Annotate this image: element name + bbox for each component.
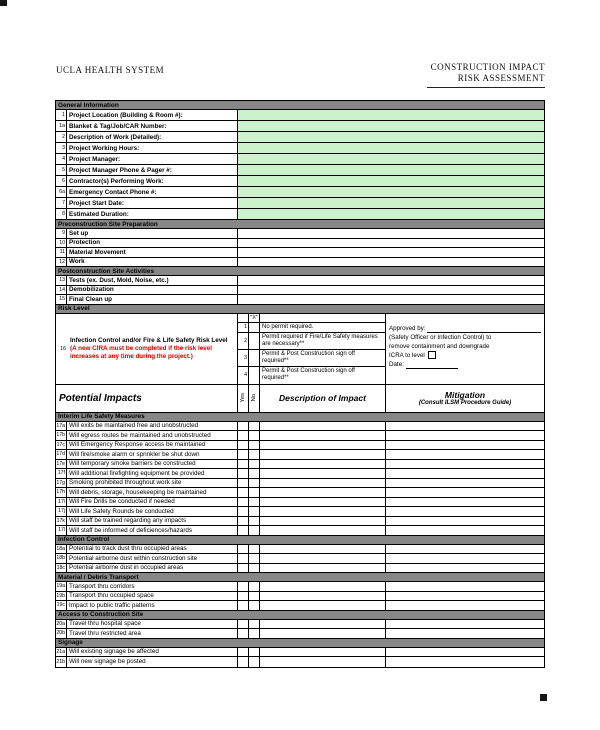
input-cell[interactable] bbox=[238, 258, 544, 267]
mitigation-input-cell[interactable] bbox=[386, 517, 544, 526]
section-header bbox=[56, 413, 544, 422]
approved-by-blank[interactable] bbox=[427, 326, 541, 333]
row-label: Will additional firefighting equipment be provided bbox=[67, 469, 238, 478]
section-header bbox=[56, 639, 544, 648]
row-label: Will Fire Drills be conducted if needed bbox=[67, 498, 238, 507]
mitigation-input-cell[interactable] bbox=[386, 629, 544, 638]
input-cell[interactable] bbox=[238, 239, 544, 248]
input-cell[interactable] bbox=[238, 132, 544, 142]
mitigation-input-cell[interactable] bbox=[386, 507, 544, 516]
x-column-header: "X" bbox=[249, 314, 260, 322]
row-number: 17b bbox=[56, 432, 65, 439]
row-number: 9 bbox=[56, 229, 67, 238]
mitigation-input-cell[interactable] bbox=[386, 479, 544, 488]
description-input-cell[interactable] bbox=[260, 564, 386, 573]
row-number: 17i bbox=[56, 498, 67, 507]
mitigation-input-cell[interactable] bbox=[386, 582, 544, 591]
yes-checkbox-cell[interactable] bbox=[238, 545, 249, 554]
row-number: 1a bbox=[56, 121, 67, 131]
input-cell[interactable] bbox=[238, 121, 544, 131]
row-label: Will debris, storage, housekeeping be maintained bbox=[67, 488, 238, 497]
no-checkbox-cell[interactable] bbox=[249, 441, 260, 450]
yes-checkbox-cell[interactable] bbox=[238, 648, 249, 657]
no-checkbox-cell[interactable] bbox=[249, 564, 260, 573]
form-row bbox=[56, 276, 544, 286]
form-row bbox=[56, 431, 544, 441]
row-number: 20a bbox=[56, 620, 65, 627]
row-label: Project Location (Building & Room #): bbox=[67, 110, 238, 120]
spacer-cell bbox=[260, 314, 385, 322]
form-row bbox=[56, 132, 544, 143]
option-number: 1 bbox=[238, 323, 249, 332]
option-text: Permit required if Fire/Life Safety measures are necessary** bbox=[262, 333, 378, 347]
form-row bbox=[56, 554, 544, 564]
yes-checkbox-cell[interactable] bbox=[238, 517, 249, 526]
form-row bbox=[56, 517, 544, 527]
mitigation-input-cell[interactable] bbox=[386, 545, 544, 554]
no-checkbox-cell[interactable] bbox=[249, 648, 260, 657]
description-column-header: Description of Impact bbox=[260, 385, 386, 412]
option-text: Permit & Post Construction sign off required** bbox=[262, 368, 355, 381]
form-row bbox=[56, 165, 544, 176]
no-checkbox-cell[interactable] bbox=[249, 629, 260, 638]
row-number: 12 bbox=[56, 258, 67, 267]
input-cell[interactable] bbox=[238, 198, 544, 208]
option-text: No permit required. bbox=[262, 323, 314, 330]
yes-checkbox-cell[interactable] bbox=[238, 488, 249, 497]
section-title: Infection Control bbox=[58, 536, 110, 543]
row-number: 13 bbox=[56, 276, 67, 285]
input-cell[interactable] bbox=[238, 143, 544, 153]
no-label: No bbox=[251, 394, 257, 402]
mitigation-input-cell[interactable] bbox=[386, 648, 544, 657]
risk-option-row bbox=[238, 333, 385, 350]
input-cell[interactable] bbox=[238, 154, 544, 164]
yes-checkbox-cell[interactable] bbox=[238, 526, 249, 535]
row-label: Will Life Safety Rounds be conducted bbox=[67, 507, 238, 516]
no-checkbox-cell[interactable] bbox=[249, 554, 260, 563]
row-number: 17l bbox=[56, 526, 67, 535]
no-checkbox-cell[interactable] bbox=[249, 469, 260, 478]
row-number: 17a bbox=[56, 422, 65, 429]
row-number: 1 bbox=[56, 110, 67, 120]
row-label: Potential to track dust thru occupied areas bbox=[67, 545, 238, 554]
description-input-cell[interactable] bbox=[260, 450, 386, 459]
no-checkbox-cell[interactable] bbox=[249, 498, 260, 507]
row-label: Estimated Duration: bbox=[67, 209, 238, 219]
form-row bbox=[56, 176, 544, 187]
row-number: 14 bbox=[56, 286, 67, 295]
form-row bbox=[56, 488, 544, 498]
no-checkbox-cell[interactable] bbox=[249, 545, 260, 554]
row-label: Work bbox=[67, 258, 238, 267]
row-number: 7 bbox=[56, 198, 67, 208]
description-input-cell[interactable] bbox=[260, 592, 386, 601]
no-checkbox-cell[interactable] bbox=[249, 488, 260, 497]
row-label: Will new signage be posted bbox=[67, 657, 238, 667]
mitigation-label: Mitigation bbox=[444, 390, 486, 400]
potential-impacts-header: Potential Impacts bbox=[56, 385, 238, 412]
input-cell[interactable] bbox=[238, 110, 544, 120]
description-input-cell[interactable] bbox=[260, 431, 386, 440]
risk-assessment-form bbox=[55, 100, 545, 668]
input-cell[interactable] bbox=[238, 229, 544, 238]
yes-checkbox-cell[interactable] bbox=[238, 507, 249, 516]
icra-level-box[interactable] bbox=[428, 351, 436, 359]
row-label: Contractor(s) Performing Work: bbox=[67, 176, 238, 186]
risk-checkbox-cell[interactable] bbox=[249, 333, 260, 349]
row-number: 20b bbox=[56, 630, 65, 637]
description-input-cell[interactable] bbox=[260, 469, 386, 478]
yes-checkbox-cell[interactable] bbox=[238, 450, 249, 459]
risk-label-warning: (A new CIRA must be completed if the risk level increases at any time during the project.) bbox=[70, 344, 212, 360]
row-label: Emergency Contact Phone #: bbox=[67, 187, 238, 197]
form-row bbox=[56, 460, 544, 470]
approved-by-label: Approved by: bbox=[389, 324, 426, 332]
no-checkbox-cell[interactable] bbox=[249, 450, 260, 459]
section-title: Interim Life Safety Measures bbox=[58, 413, 145, 420]
yes-checkbox-cell[interactable] bbox=[238, 422, 249, 431]
row-label: Demobilization bbox=[67, 286, 238, 295]
form-row bbox=[56, 648, 544, 658]
x-header-row bbox=[238, 314, 385, 323]
section-header bbox=[56, 267, 544, 276]
form-row bbox=[56, 526, 544, 536]
row-number: 10 bbox=[56, 239, 67, 248]
form-row bbox=[56, 198, 544, 209]
row-number: 5 bbox=[56, 165, 67, 175]
risk-option-row bbox=[238, 323, 385, 333]
yes-checkbox-cell[interactable] bbox=[238, 460, 249, 469]
form-row bbox=[56, 248, 544, 258]
row-label: Tests (ex. Dust, Mold, Noise, etc.) bbox=[67, 276, 238, 285]
option-text: Permit & Post Construction sign off required** bbox=[262, 350, 355, 364]
no-checkbox-cell[interactable] bbox=[249, 582, 260, 591]
row-label: Will Emergency Response access be maintained bbox=[67, 441, 238, 450]
no-checkbox-cell[interactable] bbox=[249, 507, 260, 516]
input-cell[interactable] bbox=[238, 176, 544, 186]
option-number: 3 bbox=[238, 350, 249, 366]
yes-checkbox-cell[interactable] bbox=[238, 498, 249, 507]
form-row bbox=[56, 110, 544, 121]
form-title-line1: CONSTRUCTION IMPACT bbox=[430, 62, 545, 72]
risk-checkbox-cell[interactable] bbox=[249, 323, 260, 332]
no-checkbox-cell[interactable] bbox=[249, 620, 260, 629]
row-label: Potential airborne dust within construction site bbox=[67, 554, 238, 563]
row-label: Travel thru restricted area bbox=[67, 629, 238, 638]
yes-checkbox-cell[interactable] bbox=[238, 629, 249, 638]
row-label: Will staff be trained regarding any impacts bbox=[67, 517, 238, 526]
row-label: Will staff be informed of deficiences/hazards bbox=[67, 526, 238, 535]
row-label: Smoking prohibited throughout work site bbox=[67, 479, 238, 488]
mitigation-input-cell[interactable] bbox=[386, 431, 544, 440]
mitigation-sublabel: (Consult ILSM Procedure Guide) bbox=[418, 400, 512, 406]
form-row bbox=[56, 629, 544, 639]
description-input-cell[interactable] bbox=[260, 498, 386, 507]
mitigation-input-cell[interactable] bbox=[386, 422, 544, 431]
form-row bbox=[56, 564, 544, 574]
row-number: 6a bbox=[56, 187, 67, 197]
mitigation-input-cell[interactable] bbox=[386, 564, 544, 573]
row-label: Final Clean up bbox=[67, 295, 238, 304]
form-row bbox=[56, 187, 544, 198]
risk-checkbox-cell[interactable] bbox=[249, 367, 260, 384]
form-row bbox=[56, 154, 544, 165]
row-number: 18a bbox=[56, 545, 65, 552]
row-label: Impact to public traffic patterns bbox=[67, 601, 238, 610]
row-number: 17g bbox=[56, 479, 65, 486]
yes-checkbox-cell[interactable] bbox=[238, 554, 249, 563]
row-number: 17h bbox=[56, 489, 65, 496]
row-label: Blanket & Tag/Job/CAR Number: bbox=[67, 121, 238, 131]
row-number: 3 bbox=[56, 143, 67, 153]
row-number: 21b bbox=[56, 658, 65, 665]
yes-checkbox-cell[interactable] bbox=[238, 620, 249, 629]
scan-artifact-bottom-right bbox=[540, 694, 547, 701]
row-number: 19c bbox=[56, 602, 65, 609]
spacer-cell bbox=[238, 314, 249, 322]
description-input-cell[interactable] bbox=[260, 517, 386, 526]
yes-checkbox-cell[interactable] bbox=[238, 601, 249, 610]
date-label: Date: bbox=[389, 360, 404, 368]
form-row bbox=[56, 545, 544, 555]
mitigation-input-cell[interactable] bbox=[386, 526, 544, 535]
section-title: General Information bbox=[58, 101, 119, 109]
no-checkbox-cell[interactable] bbox=[249, 601, 260, 610]
section-header bbox=[56, 101, 544, 110]
mitigation-input-cell[interactable] bbox=[386, 601, 544, 610]
risk-level-body bbox=[56, 314, 544, 385]
row-number: 17j bbox=[56, 507, 67, 516]
row-label: Transport thru occupied space bbox=[67, 592, 238, 601]
form-row bbox=[56, 620, 544, 630]
description-input-cell[interactable] bbox=[260, 657, 386, 667]
risk-checkbox-cell[interactable] bbox=[249, 350, 260, 366]
yes-checkbox-cell[interactable] bbox=[238, 592, 249, 601]
yes-checkbox-cell[interactable] bbox=[238, 582, 249, 591]
row-number: 17d bbox=[56, 451, 65, 458]
mitigation-input-cell[interactable] bbox=[386, 469, 544, 478]
mitigation-input-cell[interactable] bbox=[386, 488, 544, 497]
option-number: 4 bbox=[238, 367, 249, 384]
section-title: Preconstruction Site Preparation bbox=[58, 220, 158, 228]
section-header bbox=[56, 305, 544, 314]
form-row bbox=[56, 582, 544, 592]
risk-level-label bbox=[67, 335, 237, 363]
mitigation-input-cell[interactable] bbox=[386, 620, 544, 629]
row-label: Will egress routes be maintained and unobstructed bbox=[67, 431, 238, 440]
row-number: 15 bbox=[56, 295, 67, 304]
form-title bbox=[427, 62, 545, 88]
no-checkbox-cell[interactable] bbox=[249, 517, 260, 526]
form-row bbox=[56, 657, 544, 667]
row-number: 17f bbox=[57, 470, 65, 477]
form-row bbox=[56, 209, 544, 220]
description-input-cell[interactable] bbox=[260, 545, 386, 554]
section-title: Risk Level bbox=[58, 305, 90, 312]
form-row bbox=[56, 601, 544, 611]
description-input-cell[interactable] bbox=[260, 601, 386, 610]
row-label: Will exits be maintained free and unobstructed bbox=[67, 422, 238, 431]
form-row bbox=[56, 286, 544, 296]
row-label: Travel thru hospital space bbox=[67, 620, 238, 629]
icra-level-label: ICRA to level bbox=[389, 351, 425, 359]
mitigation-input-cell[interactable] bbox=[386, 450, 544, 459]
input-cell[interactable] bbox=[238, 187, 544, 197]
row-label: Potential airborne dust in occupied areas bbox=[67, 564, 238, 573]
section-title: Material / Debris Transport bbox=[58, 573, 139, 581]
description-input-cell[interactable] bbox=[260, 460, 386, 469]
risk-options-grid bbox=[238, 314, 386, 384]
description-input-cell[interactable] bbox=[260, 629, 386, 638]
mitigation-input-cell[interactable] bbox=[386, 592, 544, 601]
impact-table-header bbox=[56, 385, 544, 413]
mitigation-input-cell[interactable] bbox=[386, 460, 544, 469]
section-title: Access to Construction Site bbox=[58, 611, 144, 618]
form-row bbox=[56, 422, 544, 432]
row-number: 11 bbox=[56, 248, 67, 257]
description-input-cell[interactable] bbox=[260, 582, 386, 591]
mitigation-input-cell[interactable] bbox=[386, 657, 544, 667]
yes-checkbox-cell[interactable] bbox=[238, 441, 249, 450]
row-label: Will temporary smoke barriers be constructed bbox=[67, 460, 238, 469]
approved-by-note2: remove containment and downgrade bbox=[389, 342, 490, 350]
form-row bbox=[56, 239, 544, 249]
no-checkbox-cell[interactable] bbox=[249, 460, 260, 469]
icra-level-line bbox=[389, 351, 541, 360]
row-number: 6 bbox=[56, 176, 67, 186]
section-title: Signage bbox=[58, 639, 83, 646]
form-row bbox=[56, 507, 544, 517]
yes-checkbox-cell[interactable] bbox=[238, 657, 249, 667]
row-label: Project Start Date: bbox=[67, 198, 238, 208]
row-label: Description of Work (Detailed): bbox=[67, 132, 238, 142]
input-cell[interactable] bbox=[238, 286, 544, 295]
no-checkbox-cell[interactable] bbox=[249, 657, 260, 667]
row-number: 18c bbox=[56, 564, 65, 571]
no-checkbox-cell[interactable] bbox=[249, 592, 260, 601]
document-header bbox=[56, 62, 545, 88]
organization-name: UCLA HEALTH SYSTEM bbox=[56, 65, 165, 75]
form-row bbox=[56, 441, 544, 451]
date-blank[interactable] bbox=[406, 362, 458, 369]
row-label: Protection bbox=[67, 239, 238, 248]
yes-checkbox-cell[interactable] bbox=[238, 431, 249, 440]
form-row bbox=[56, 295, 544, 305]
input-cell[interactable] bbox=[238, 209, 544, 219]
mitigation-input-cell[interactable] bbox=[386, 441, 544, 450]
option-number: 2 bbox=[238, 333, 249, 349]
description-input-cell[interactable] bbox=[260, 479, 386, 488]
input-cell[interactable] bbox=[238, 248, 544, 257]
yes-label: Yes bbox=[240, 393, 246, 403]
risk-label-text: Infection Control and/or Fire & Life Safety Risk Level bbox=[70, 336, 228, 344]
row-label: Material Movement bbox=[67, 248, 238, 257]
section-title: Postconstruction Site Activities bbox=[58, 267, 154, 275]
form-row bbox=[56, 121, 544, 132]
description-input-cell[interactable] bbox=[260, 507, 386, 516]
row-number: 2 bbox=[56, 132, 67, 142]
approval-cell bbox=[386, 314, 544, 384]
form-row bbox=[56, 469, 544, 479]
yes-column-header bbox=[238, 385, 249, 412]
approved-by-line bbox=[389, 324, 541, 333]
row-label: Will fire/smoke alarm or sprinkler be shut down bbox=[67, 450, 238, 459]
row-label: Set up bbox=[67, 229, 238, 238]
input-cell[interactable] bbox=[238, 276, 544, 285]
row-number: 21a bbox=[56, 648, 65, 655]
row-number: 16 bbox=[60, 345, 66, 352]
row-label: Project Manager: bbox=[67, 154, 238, 164]
section-header bbox=[56, 220, 544, 229]
input-cell[interactable] bbox=[238, 165, 544, 175]
row-number: 19b bbox=[56, 592, 65, 599]
no-checkbox-cell[interactable] bbox=[249, 526, 260, 535]
no-column-header bbox=[249, 385, 260, 412]
row-label: Will existing signage be affected bbox=[67, 648, 238, 657]
form-row bbox=[56, 592, 544, 602]
row-number: 17k bbox=[56, 517, 65, 524]
form-row bbox=[56, 498, 544, 508]
yes-checkbox-cell[interactable] bbox=[238, 564, 249, 573]
section-header bbox=[56, 573, 544, 582]
row-label: Project Working Hours: bbox=[67, 143, 238, 153]
form-title-line2: RISK ASSESSMENT bbox=[457, 73, 545, 83]
form-row bbox=[56, 450, 544, 460]
description-input-cell[interactable] bbox=[260, 488, 386, 497]
form-row bbox=[56, 258, 544, 268]
no-checkbox-cell[interactable] bbox=[249, 479, 260, 488]
risk-option-row bbox=[238, 367, 385, 384]
description-input-cell[interactable] bbox=[260, 648, 386, 657]
risk-option-row bbox=[238, 350, 385, 367]
scan-artifact-top-left bbox=[0, 0, 7, 6]
description-input-cell[interactable] bbox=[260, 620, 386, 629]
row-number: 17e bbox=[56, 460, 65, 467]
row-number: 18b bbox=[56, 555, 65, 562]
mitigation-column-header bbox=[386, 385, 544, 412]
section-header bbox=[56, 611, 544, 620]
form-row bbox=[56, 479, 544, 489]
approved-by-note: (Safety Officer or Infection Control) to bbox=[389, 333, 492, 341]
row-number: 4 bbox=[56, 154, 67, 164]
mitigation-input-cell[interactable] bbox=[386, 498, 544, 507]
yes-checkbox-cell[interactable] bbox=[238, 469, 249, 478]
description-input-cell[interactable] bbox=[260, 441, 386, 450]
description-input-cell[interactable] bbox=[260, 526, 386, 535]
row-number: 17c bbox=[56, 441, 65, 448]
date-line bbox=[389, 360, 541, 369]
row-label: Project Manager Phone & Pager #: bbox=[67, 165, 238, 175]
yes-checkbox-cell[interactable] bbox=[238, 479, 249, 488]
row-number: 8 bbox=[56, 209, 67, 219]
description-input-cell[interactable] bbox=[260, 422, 386, 431]
description-input-cell[interactable] bbox=[260, 554, 386, 563]
section-header bbox=[56, 536, 544, 545]
row-label: Transport thru corridors bbox=[67, 582, 238, 591]
input-cell[interactable] bbox=[238, 295, 544, 304]
mitigation-input-cell[interactable] bbox=[386, 554, 544, 563]
form-row bbox=[56, 229, 544, 239]
risk-level-label-cell bbox=[56, 314, 238, 384]
form-row bbox=[56, 143, 544, 154]
no-checkbox-cell[interactable] bbox=[249, 422, 260, 431]
no-checkbox-cell[interactable] bbox=[249, 431, 260, 440]
row-number: 19a bbox=[56, 583, 65, 590]
